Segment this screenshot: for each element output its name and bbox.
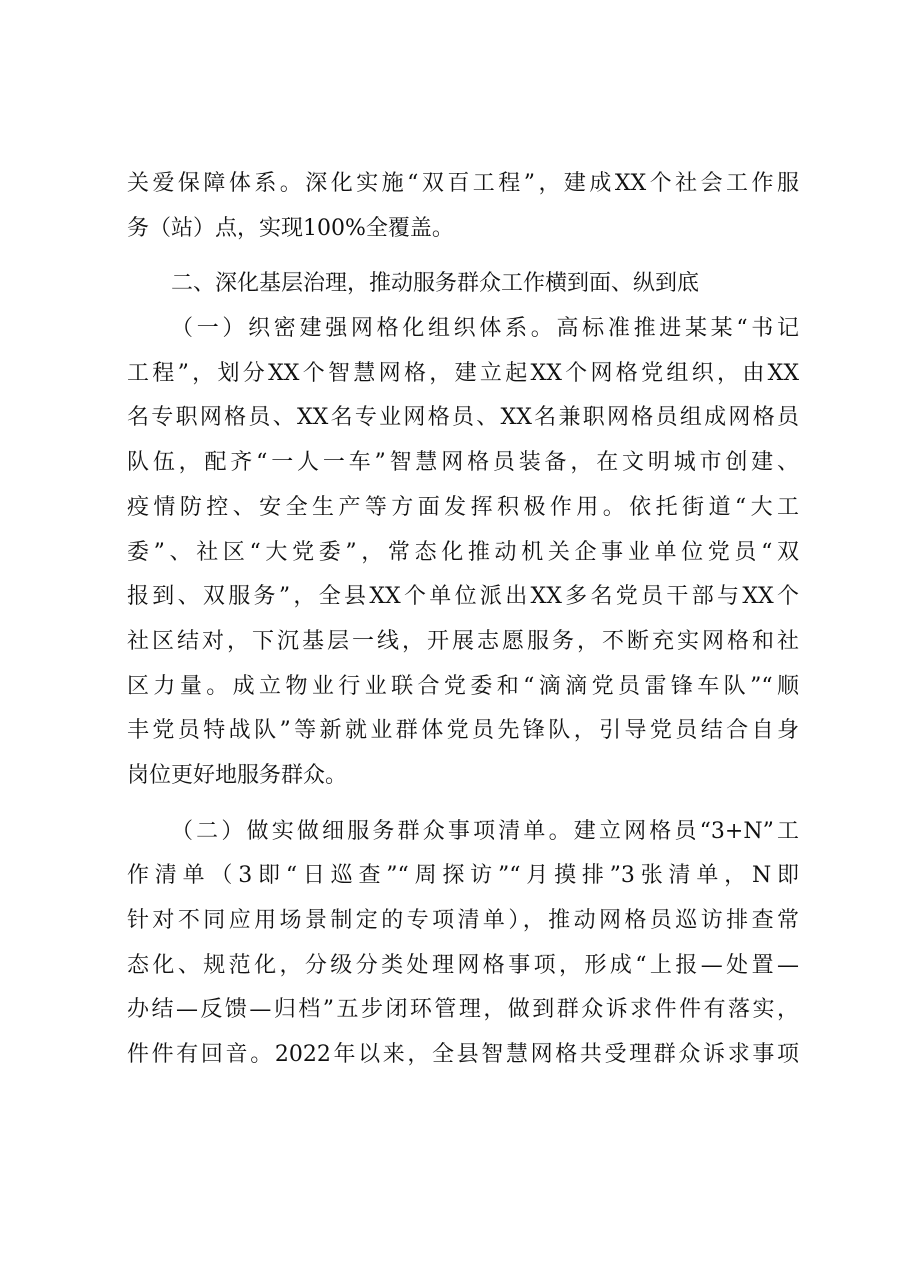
document-body bbox=[127, 162, 799, 1078]
paragraph-line: 社区结对，下沉基层一线，开展志愿服务，不断充实网格和社 bbox=[127, 628, 799, 654]
section-heading: 二、深化基层治理，推动服务群众工作横到面、纵到底 bbox=[171, 271, 700, 297]
paragraph-line: 工程”，划分XX个智慧网格，建立起XX个网格党组织，由XX bbox=[127, 360, 799, 386]
paragraph-line: 委”、社区“大党委”，常态化推动机关企事业单位党员“双 bbox=[127, 539, 799, 565]
paragraph-line: 办结—反馈—归档”五步闭环管理，做到群众诉求件件有落实， bbox=[127, 997, 799, 1023]
paragraph-line: 报到、双服务”，全县XX个单位派出XX多名党员干部与XX个 bbox=[127, 584, 799, 610]
paragraph-line: 名专职网格员、XX名专业网格员、XX名兼职网格员组成网格员 bbox=[127, 405, 799, 431]
paragraph-line: 针对不同应用场景制定的专项清单），推动网格员巡访排查常 bbox=[127, 908, 799, 933]
subsection-heading-line: （二）做实做细服务群众事项清单。建立网格员“3+N”工 bbox=[171, 818, 799, 844]
paragraph-line: 队伍，配齐“一人一车”智慧网格员装备，在文明城市创建、 bbox=[127, 450, 799, 476]
paragraph-line: 关爱保障体系。深化实施“双百工程”，建成XX个社会工作服 bbox=[127, 171, 799, 196]
paragraph-line: 丰党员特战队”等新就业群体党员先锋队，引导党员结合自身 bbox=[127, 718, 799, 744]
paragraph-line: 疫情防控、安全生产等方面发挥积极作用。依托街道“大工 bbox=[127, 494, 799, 520]
paragraph-line: 作清单（3即“日巡查”“周探访”“月摸排”3张清单，N即 bbox=[127, 863, 799, 889]
paragraph-line: 岗位更好地服务群众。 bbox=[127, 762, 348, 788]
paragraph-line: 区力量。成立物业行业联合党委和“滴滴党员雷锋车队”“顺 bbox=[127, 673, 799, 699]
paragraph-line: 务（站）点，实现100%全覆盖。 bbox=[127, 215, 454, 241]
paragraph-line: 件件有回音。2022年以来，全县智慧网格共受理群众诉求事项 bbox=[127, 1042, 799, 1068]
paragraph-line: 态化、规范化，分级分类处理网格事项，形成“上报—处置— bbox=[127, 952, 799, 978]
subsection-heading-line: （一）织密建强网格化组织体系。高标准推进某某“书记 bbox=[171, 316, 799, 342]
